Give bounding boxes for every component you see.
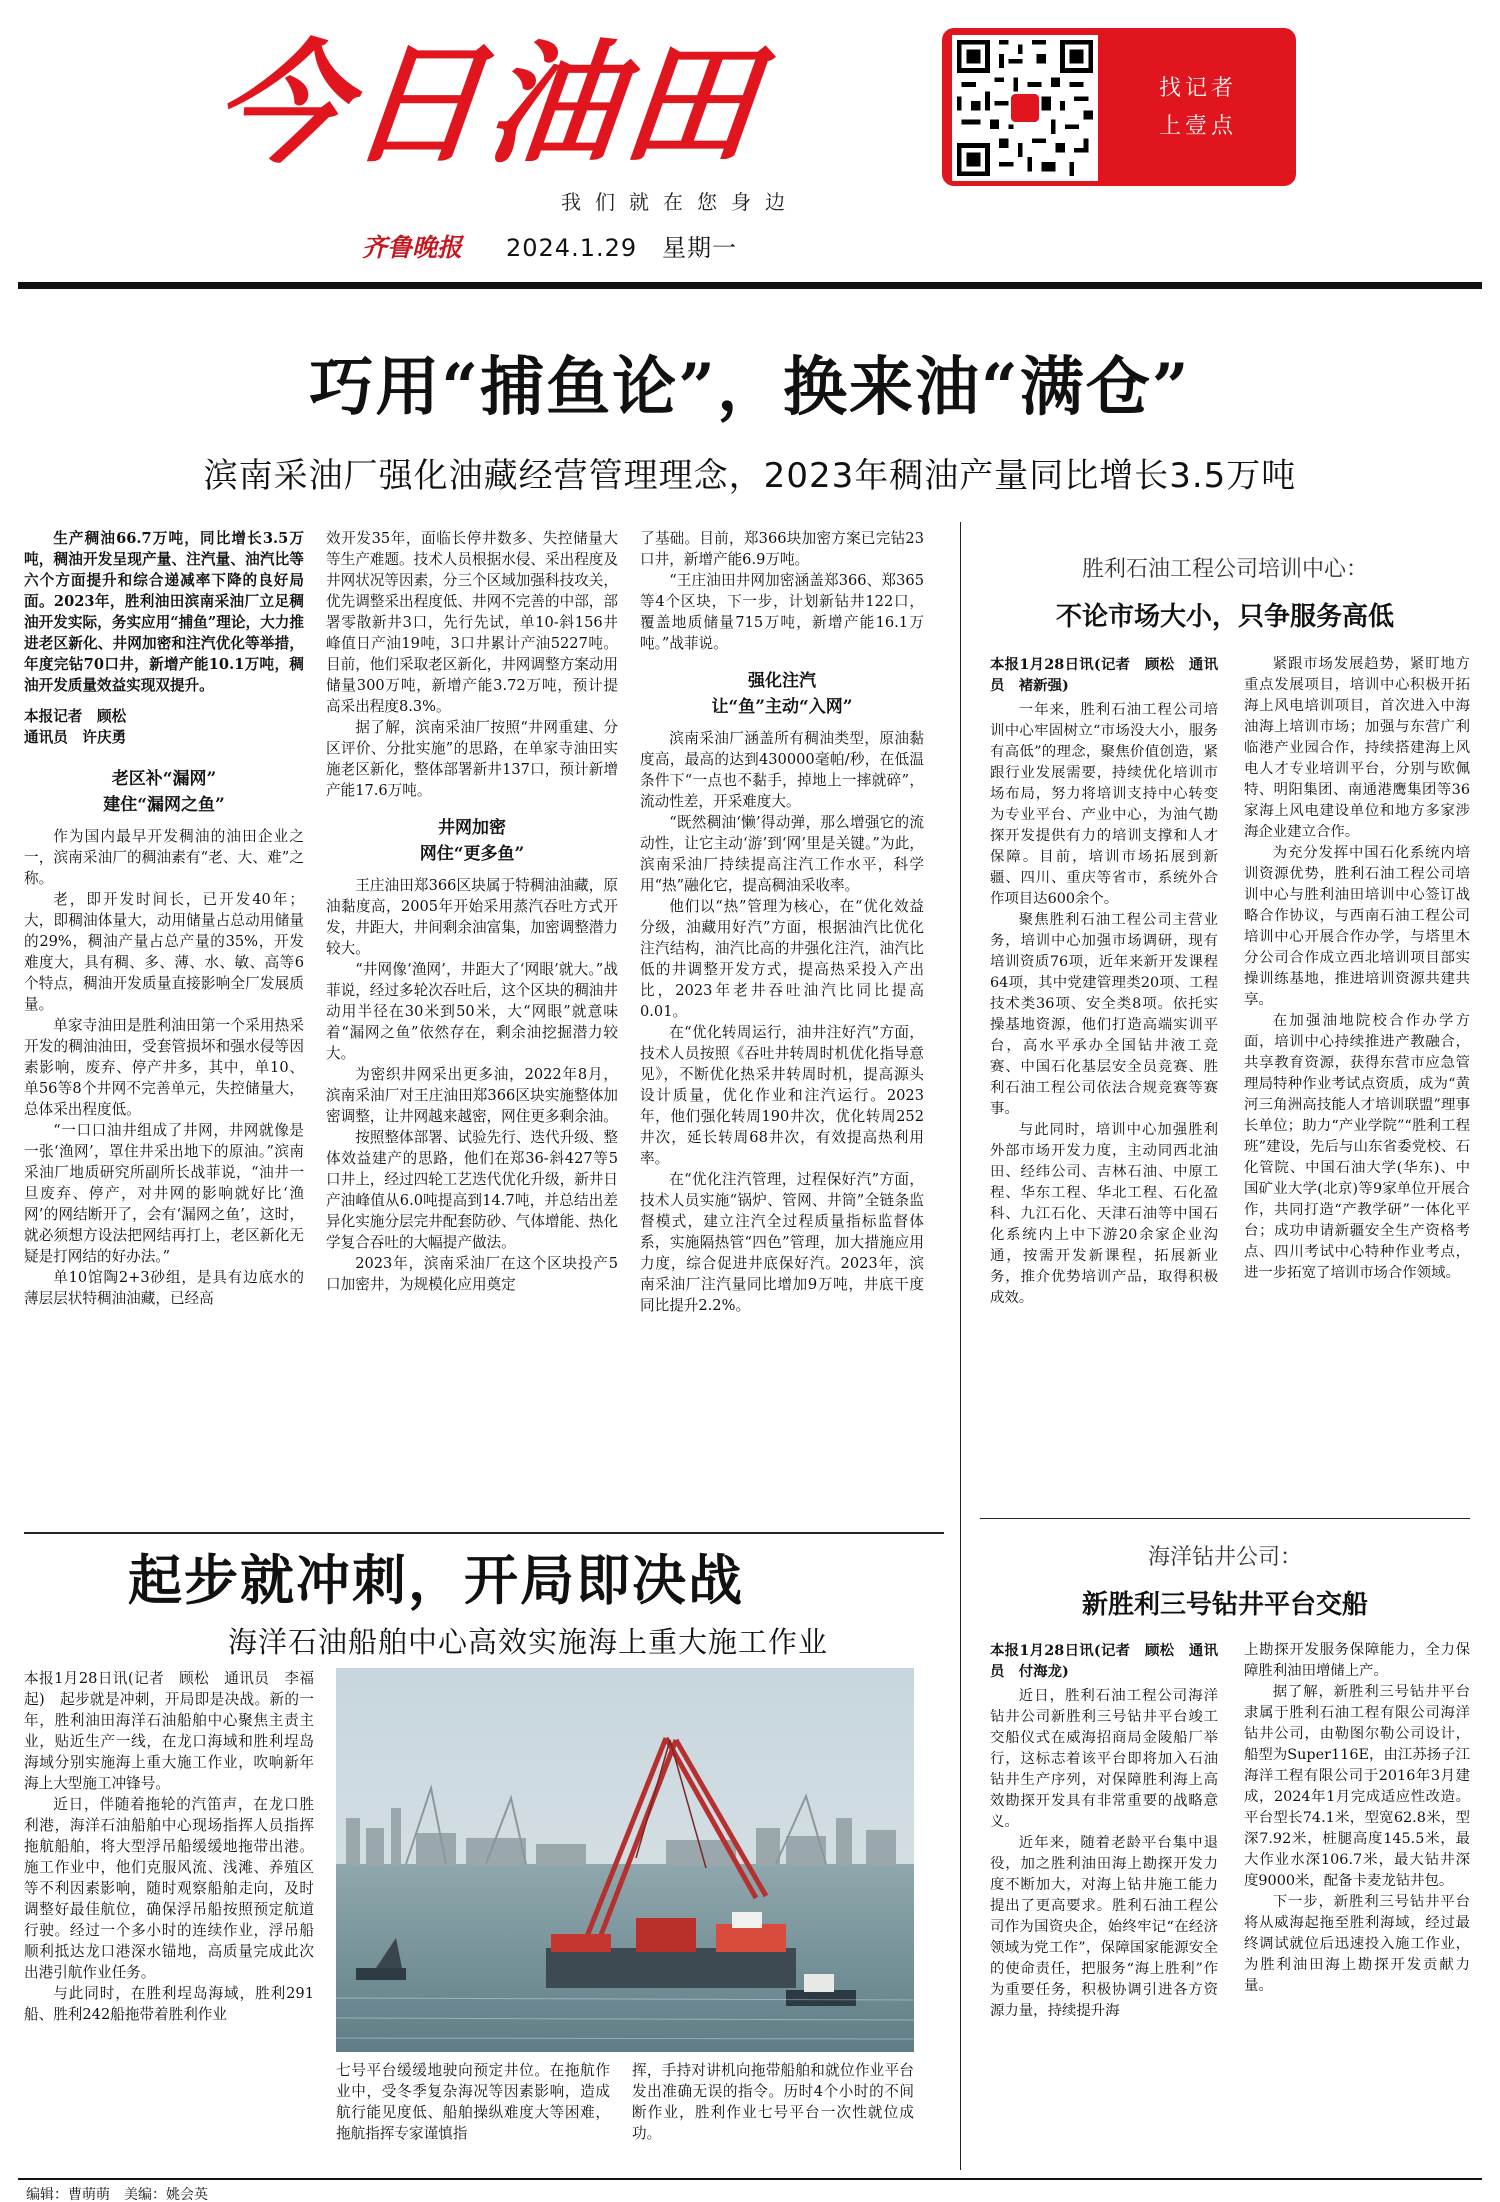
paper-name: 齐鲁晚报 (362, 233, 463, 262)
story2-column-1 (24, 1668, 314, 2025)
harbor-photo-graphic (336, 1668, 914, 2052)
editor-credits: 编辑：曹萌萌 美编：姚会英 (26, 2187, 208, 2202)
paragraph: 他们以“热”管理为核心，在“优化效益分级，油藏用好汽”方面，根据油汽比优化注汽结构，油汽比高的井强化注汽，油汽比低的井调整开发方式，提高热采投入产出比，2023年老井吞吐油汽比同比提高0.01。 (640, 898, 924, 1020)
paragraph: 与此同时，培训中心加强胜利外部市场开发力度，主动同西北油田、经纬公司、吉林石油、中原工程、华东工程、华北工程、石化盈科、九江石化、天津石油等中国石化系统内上中下游20余家企业沟通，按需开发新课程，拓展新业务，推介优势培训产品，取得积极成效。 (990, 1122, 1218, 1306)
masthead (0, 0, 1500, 285)
qr-code-graphic (957, 40, 1093, 176)
paragraph: 近日，胜利石油工程公司海洋钻井公司新胜利三号钻井平台竣工交船仪式在威海招商局金陵船厂举行，这标志着该平台即将加入石油钻井生产序列，对保障胜利海上高效勘探开发具有非常重要的战略意义。 (990, 1688, 1218, 1830)
column-divider (960, 522, 961, 1542)
footer-rule (18, 2178, 1482, 2180)
paragraph: 据了解，新胜利三号钻井平台隶属于胜利石油工程有限公司海洋钻井公司，由勒图尔勒公司设计，船型为Super116E，由江苏扬子江海洋工程有限公司于2016年3月建成，2024年1月完成适应性改造。平台型长74.1米，型宽62.8米，型深7.92米，桩腿高度145.5米，最大作业水深106.7米，最大钻井深度9000米，配备卡麦龙钻井包。 (1244, 1684, 1470, 1889)
paragraph: 滨南采油厂涵盖所有稠油类型，原油黏度高，最高的达到430000毫帕/秒，在低温条件下“一点也不黏手，掉地上一摔就碎”，流动性差，开采难度大。 (640, 730, 924, 810)
story2-subheadline: 海洋石油船舶中心高效实施海上重大施工作业 (227, 1625, 828, 1659)
section-divider (24, 1532, 944, 1534)
paragraph: “一口口油井组成了井网，井网就像是一张‘渔网’，罩住井采出地下的原油。”滨南采油厂地质研究所副所长战菲说，“油井一旦废弃、停产，对井网的影响就好比‘渔网’的网结断开了，会有‘漏网之鱼’，这时，就必须想方设法把网结再打上，老区新化无疑是打网结的好办法。” (24, 1122, 304, 1265)
paragraph: 效开发35年，面临长停井数多、失控储量大等生产难题。技术人员根据水侵、采出程度及井网状况等因素，分三个区域加强科技攻关，优先调整采出程度低、井网不完善的中部，部署零散新井3口，先行先试，单10-斜156井峰值日产油19吨，3口井累计产油5227吨。目前，他们采取老区新化，井网调整方案动用储量300万吨，新增产能3.72万吨，预计提高采出程度8.3%。 (326, 530, 618, 715)
section-heading: 井网加密 网住“更多鱼” (419, 818, 525, 864)
paragraph: 在“优化转周运行，油井注好汽”方面，技术人员按照《吞吐井转周时机优化指导意见》，不断优化热采井转周时机，提高源头设计质量，优化作业和注汽运行。2023年，他们强化转周190井次，优化转周252井次，延长转周68井次，有效提高热利用率。 (640, 1024, 924, 1167)
slogan: 我们就在您身边 (561, 190, 799, 214)
lead-column-2 (326, 528, 618, 1295)
paragraph: “既然稠油‘懒’得动弹，那么增强它的流动性，让它主动‘游’到‘网’里是关键。”为此，滨南采油厂持续提高注汽工作水平，科学用“热”融化它，提高稠油采收率。 (640, 814, 924, 894)
paragraph: 作为国内最早开发稠油的油田企业之一，滨南采油厂的稠油素有“老、大、难”之称。 (24, 828, 304, 887)
newspaper-logo: 今日油田 (206, 28, 768, 182)
lead-column-3 (640, 528, 924, 1316)
paragraph: 单10馆陶2+3砂组，是具有边底水的薄层层状特稠油油藏，已经高 (24, 1269, 304, 1307)
paragraph: 紧跟市场发展趋势，紧盯地方重点发展项目，培训中心积极开拓海上风电培训项目，首次进入中海油海上培训市场；加强与东营广利临港产业园合作，持续搭建海上风电人才专业培训平台，分别与欧佩特、明阳集团、南通港鹰集团等36家海上风电建设单位和地方多家涉海企业建立合作。 (1244, 656, 1470, 840)
qr-code-icon[interactable] (952, 35, 1098, 181)
column-divider (960, 1530, 961, 2170)
paragraph: 一年来，胜利石油工程公司培训中心牢固树立“市场没大小，服务有高低”的理念，聚焦价值创造，紧跟行业发展需要，持续优化培训市场布局，努力将培训支持中心转变为专业平台、产业中心，为油气勘探开发提供有力的培训支撑和人才保障。目前，培训市场拓展到新疆、四川、重庆等省市，系统外合作项目达600余个。 (990, 702, 1218, 907)
side1-headline: 不论市场大小，只争服务高低 (1055, 602, 1394, 632)
masthead-rule (18, 282, 1482, 289)
lead-subheadline: 滨南采油厂强化油藏经营管理理念，2023年稠油产量同比增长3.5万吨 (203, 456, 1297, 496)
reporter-line-2: 上壹点 (1158, 114, 1237, 139)
paragraph: 2023年，滨南采油厂在这个区块投产5口加密井，为规模化应用奠定 (326, 1255, 618, 1293)
paragraph: 按照整体部署、试验先行、迭代升级、整体效益建产的思路，他们在郑36-斜427等5口井上，经过四轮工艺迭代优化升级，新井日产油峰值从6.0吨提高到14.7吨，并总结出差异化实施分层完井配套防砂、气体增能、热化学复合吞吐的大幅提产做法。 (326, 1129, 618, 1251)
section-divider (980, 1518, 1470, 1519)
paragraph: 在加强油地院校合作办学方面，培训中心持续推进产教融合，共享教育资源，获得东营市应急管理局特种作业考试点资质，成为“黄河三角洲高技能人才培训联盟”理事长单位；助力“产业学院”“胜利工程班”建设，先后与山东省委党校、石化管院、中国石油大学(华东)、中国矿业大学(北京)等9家单位开展合作，共同打造“产教学研”一体化平台；成功申请新疆安全生产资格考点、四川考试中心特种作业考点，进一步拓宽了培训市场合作领域。 (1244, 1013, 1470, 1281)
paragraph: 王庄油田郑366区块属于特稠油油藏，原油黏度高，2005年开始采用蒸汽吞吐方式开发，井距大，井间剩余油富集，加密调整潜力较大。 (326, 877, 618, 957)
story2-lead-paragraph: 本报1月28日讯(记者 顾松 通讯员 李福起) 起步就是冲刺，开局即是决战。新的一年，胜利油田海洋石油船舶中心聚焦主责主业，贴近生产一线，在龙口海域和胜利埕岛海域分别实施海上重大施工作业，吹响新年海上大型施工冲锋号。 (24, 1670, 314, 1792)
side2-kicker: 海洋钻井公司： (1147, 1545, 1302, 1570)
paragraph: 据了解，滨南采油厂按照“井网重建、分区评价、分批实施”的思路，在单家寺油田实施老区新化，整体部署新井137口，预计新增产能17.6万吨。 (326, 719, 618, 799)
story2-headline: 起步就冲刺，开局即决战 (128, 1548, 744, 1612)
paragraph: 单家寺油田是胜利油田第一个采用热采开发的稠油油田，受套管损坏和强水侵等因素影响，废弃、停产井多，其中，单10、单56等8个井网不完善单元，失控储量大，总体采出程度低。 (24, 1017, 304, 1118)
reporter-slogan (1118, 70, 1278, 146)
side2-headline: 新胜利三号钻井平台交船 (1081, 1590, 1368, 1620)
side2-column-b (1244, 1640, 1470, 1997)
photo-caption-b (632, 2060, 914, 2144)
paragraph: 为密织井网采出更多油，2022年8月，滨南采油厂对王庄油田郑366区块实施整体加密调整，让井网越来越密，网住更多剩余油。 (326, 1066, 618, 1125)
lead-byline: 本报记者 顾松 通讯员 许庆勇 (24, 708, 127, 746)
paragraph: 了基础。目前，郑366块加密方案已完钻23口井，新增产能6.9万吨。 (640, 530, 924, 568)
side2-byline: 本报1月28日讯(记者 顾松 通讯员 付海龙) (990, 1642, 1218, 1680)
paragraph: 近年来，随着老龄平台集中退役，加之胜利油田海上勘探开发力度不断加大，对海上钻井施工能力提出了更高要求。胜利石油工程公司作为国资央企，始终牢记“在经济领域为党工作”，保障国家能源安全的使命责任，把服务“海上胜利”作为重要任务，积极协调引进各方资源力量，持续提升海 (990, 1835, 1218, 2019)
paragraph: 在“优化注汽管理，过程保好汽”方面，技术人员实施“锅炉、管网、井筒”全链条监督模式，建立注汽全过程质量指标监督体系，实施隔热管“四色”管理，加大措施应用力度，综合促进井底保好汽。2023年，滨南采油厂注汽量同比增加9万吨，井底干度同比提升2.2%。 (640, 1171, 924, 1314)
paragraph: 下一步，新胜利三号钻井平台将从威海起拖至胜利海域，经过最终调试就位后迅速投入施工作业，为胜利油田海上勘探开发贡献力量。 (1244, 1894, 1470, 1994)
photo-caption-a (336, 2060, 610, 2144)
paragraph: 为充分发挥中国石化系统内培训资源优势，胜利石油工程公司培训中心与胜利油田培训中心签订战略合作协议，与西南石油工程公司培训中心开展合作办学，与塔里木分公司合作成立西北培训项目部实操训练基地，推进培训资源共建共享。 (1244, 845, 1470, 1008)
photo-caption-text: 七号平台缓缓地驶向预定井位。在拖航作业中，受冬季复杂海况等因素影响，造成航行能见度低、船舶操纵难度大等困难，拖航指挥专家谨慎指 (336, 2062, 610, 2142)
crane-vessel-photo (336, 1668, 914, 2052)
paragraph: 上勘探开发服务保障能力，全力保障胜利油田增储上产。 (1244, 1642, 1470, 1679)
paragraph: “王庄油田井网加密涵盖郑366、郑365等4个区块，下一步，计划新钻井122口，覆盖地质储量715万吨，新增产能16.1万吨。”战菲说。 (640, 572, 924, 652)
side1-column-b (1244, 654, 1470, 1284)
paragraph: 聚焦胜利石油工程公司主营业务，培训中心加强市场调研，现有培训资质76项，近年来新开发课程64项，其中党建管理类20项、工程技术类36项、安全类8项。依托实操基地资源，他们打造高端实训平台，高水平承办全国钻井液工竞赛、中国石化基层安全员竞赛、胜利石油工程公司依法合规竞赛等赛事。 (990, 912, 1218, 1117)
lead-headline: 巧用“捕鱼论”，换来油“满仓” (309, 350, 1191, 425)
lead-paragraph: 生产稠油66.7万吨，同比增长3.5万吨，稠油开发呈现产量、注汽量、油汽比等六个方面提升和综合递减率下降的良好局面。2023年，胜利油田滨南采油厂立足稠油开发实际，务实应用“捕鱼”理论，大力推进老区新化、井网加密和注汽优化等举措，年度完钻70口井，新增产能10.1万吨，稠油开发质量效益实现双提升。 (24, 530, 304, 694)
side1-column-a (990, 654, 1218, 1309)
issue-date: 2024.1.29 星期一 (506, 234, 738, 262)
side1-kicker: 胜利石油工程公司培训中心： (1081, 557, 1368, 582)
photo-caption-text: 挥，手持对讲机向拖带船舶和就位作业平台发出准确无误的指令。历时4个小时的不间断作业，胜利作业七号平台一次性就位成功。 (632, 2062, 914, 2142)
paragraph: 与此同时，在胜利埕岛海域，胜利291船、胜利242船拖带着胜利作业 (24, 1985, 314, 2023)
side2-column-a (990, 1640, 1218, 2022)
reporter-line-1: 找记者 (1158, 76, 1237, 101)
paragraph: 近日，伴随着拖轮的汽笛声，在龙口胜利港，海洋石油船舶中心现场指挥人员指挥拖航船舶，将大型浮吊船缓缓地拖带出港。施工作业中，他们克服风流、浅滩、养殖区等不利因素影响，随时观察船舶走向，及时调整好最佳航位，确保浮吊船按照预定航道行驶。经过一个多小时的连续作业，浮吊船顺利抵达龙口港深水锚地，高质量完成此次出港引航作业任务。 (24, 1796, 314, 1981)
paragraph: 老，即开发时间长，已开发40年；大，即稠油体量大，动用储量占总动用储量的29%，稠油产量占总产量的35%，开发难度大，具有稠、多、薄、水、敏、高等6个特点，稠油开发质量直接影响全厂发展质量。 (24, 891, 304, 1013)
section-heading: 老区补“漏网” 建住“漏网之鱼” (103, 769, 225, 815)
lead-column-1 (24, 528, 304, 1309)
paragraph: “井网像‘渔网’，井距大了‘网眼’就大。”战菲说，经过多轮次吞吐后，这个区块的稠油井动用半径在30米到50米，大“网眼”就意味着“漏网之鱼”依然存在，剩余油挖掘潜力较大。 (326, 961, 618, 1062)
section-heading: 强化注汽 让“鱼”主动“入网” (711, 671, 853, 717)
side1-byline: 本报1月28日讯(记者 顾松 通讯员 褚新强) (990, 656, 1218, 694)
